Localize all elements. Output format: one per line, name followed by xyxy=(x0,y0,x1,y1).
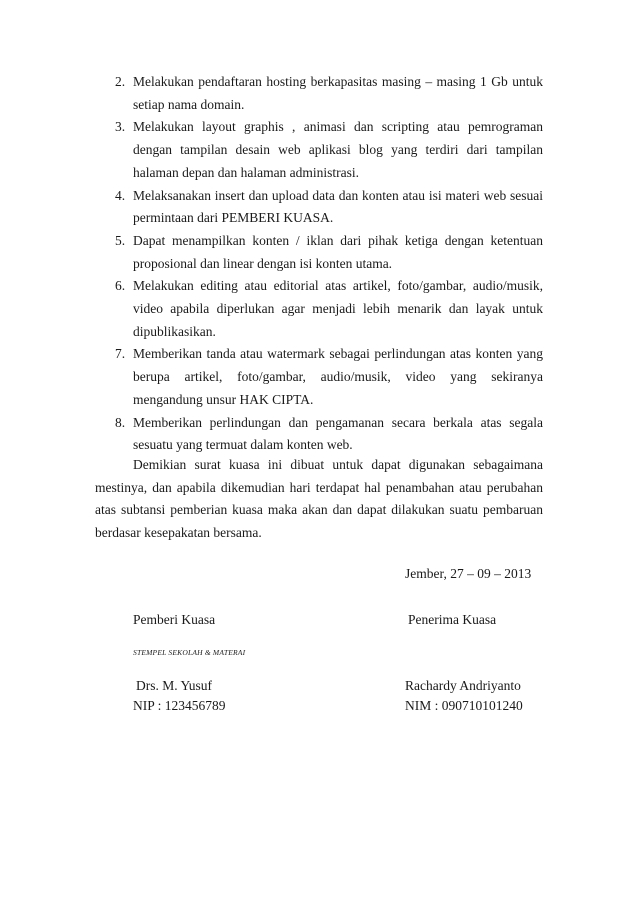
numbered-list xyxy=(0,71,638,457)
list-item-number: 4. xyxy=(115,187,126,203)
list-item-text: Melaksanakan insert dan upload data dan konten atau isi materi web sesuai permintaan dari PEMBERI KUASA. xyxy=(133,187,543,226)
grantor-title: Pemberi Kuasa xyxy=(133,612,216,627)
grantee-id: NIM : 090710101240 xyxy=(405,698,523,713)
list-item xyxy=(0,185,638,230)
list-item xyxy=(0,116,638,184)
list-item xyxy=(0,275,638,343)
list-item-text: Melakukan layout graphis , animasi dan scripting atau pemrograman dengan tampilan desain web aplikasi blog yang terdiri dari tampilan halaman depan dan halaman administrasi. xyxy=(133,119,543,180)
list-item-text: Dapat menampilkan konten / iklan dari pihak ketiga dengan ketentuan proposional dan linear dengan isi konten utama. xyxy=(133,232,543,271)
list-item-number: 2. xyxy=(115,74,126,89)
stamp-note: STEMPEL SEKOLAH & MATERAI xyxy=(133,648,246,657)
closing-paragraph: Demikian surat kuasa ini dibuat untuk dapat digunakan sebagaimana mestinya, dan apabila dikemudian hari terdapat hal penambahan atau perubahan atas subtansi pemberian kuasa maka akan dan dapat dilakukan suatu pembaruan berdasar kesepakatan bersama. xyxy=(95,457,543,541)
list-item-text: Memberikan perlindungan dan pengamanan secara berkala atas segala sesuatu yang termuat dalam konten web. xyxy=(133,414,543,453)
list-item-number: 8. xyxy=(115,414,126,430)
place-date: Jember, 27 – 09 – 2013 xyxy=(405,566,532,581)
grantee-title: Penerima Kuasa xyxy=(408,612,497,627)
list-item-text: Memberikan tanda atau watermark sebagai perlindungan atas konten yang berupa artikel, foto/gambar, audio/musik, video yang sekiranya mengandung unsur HAK CIPTA. xyxy=(133,346,543,407)
list-item-text: Melakukan pendaftaran hosting berkapasitas masing – masing 1 Gb untuk setiap nama domain. xyxy=(133,74,543,112)
list-item-number: 7. xyxy=(115,346,126,362)
list-item-text: Melakukan editing atau editorial atas artikel, foto/gambar, audio/musik, video apabila diperlukan agar menjadi lebih menarik dan layak untuk dipublikasikan. xyxy=(133,278,543,339)
grantor-name: Drs. M. Yusuf xyxy=(136,678,213,693)
grantee-name: Rachardy Andriyanto xyxy=(405,678,521,693)
grantor-id: NIP : 123456789 xyxy=(133,698,226,713)
list-item-number: 5. xyxy=(115,232,126,248)
list-item xyxy=(0,343,638,411)
list-item-number: 3. xyxy=(115,119,126,135)
list-item-number: 6. xyxy=(115,278,126,294)
list-item xyxy=(0,412,638,457)
list-item xyxy=(0,71,638,116)
list-item xyxy=(0,230,638,275)
